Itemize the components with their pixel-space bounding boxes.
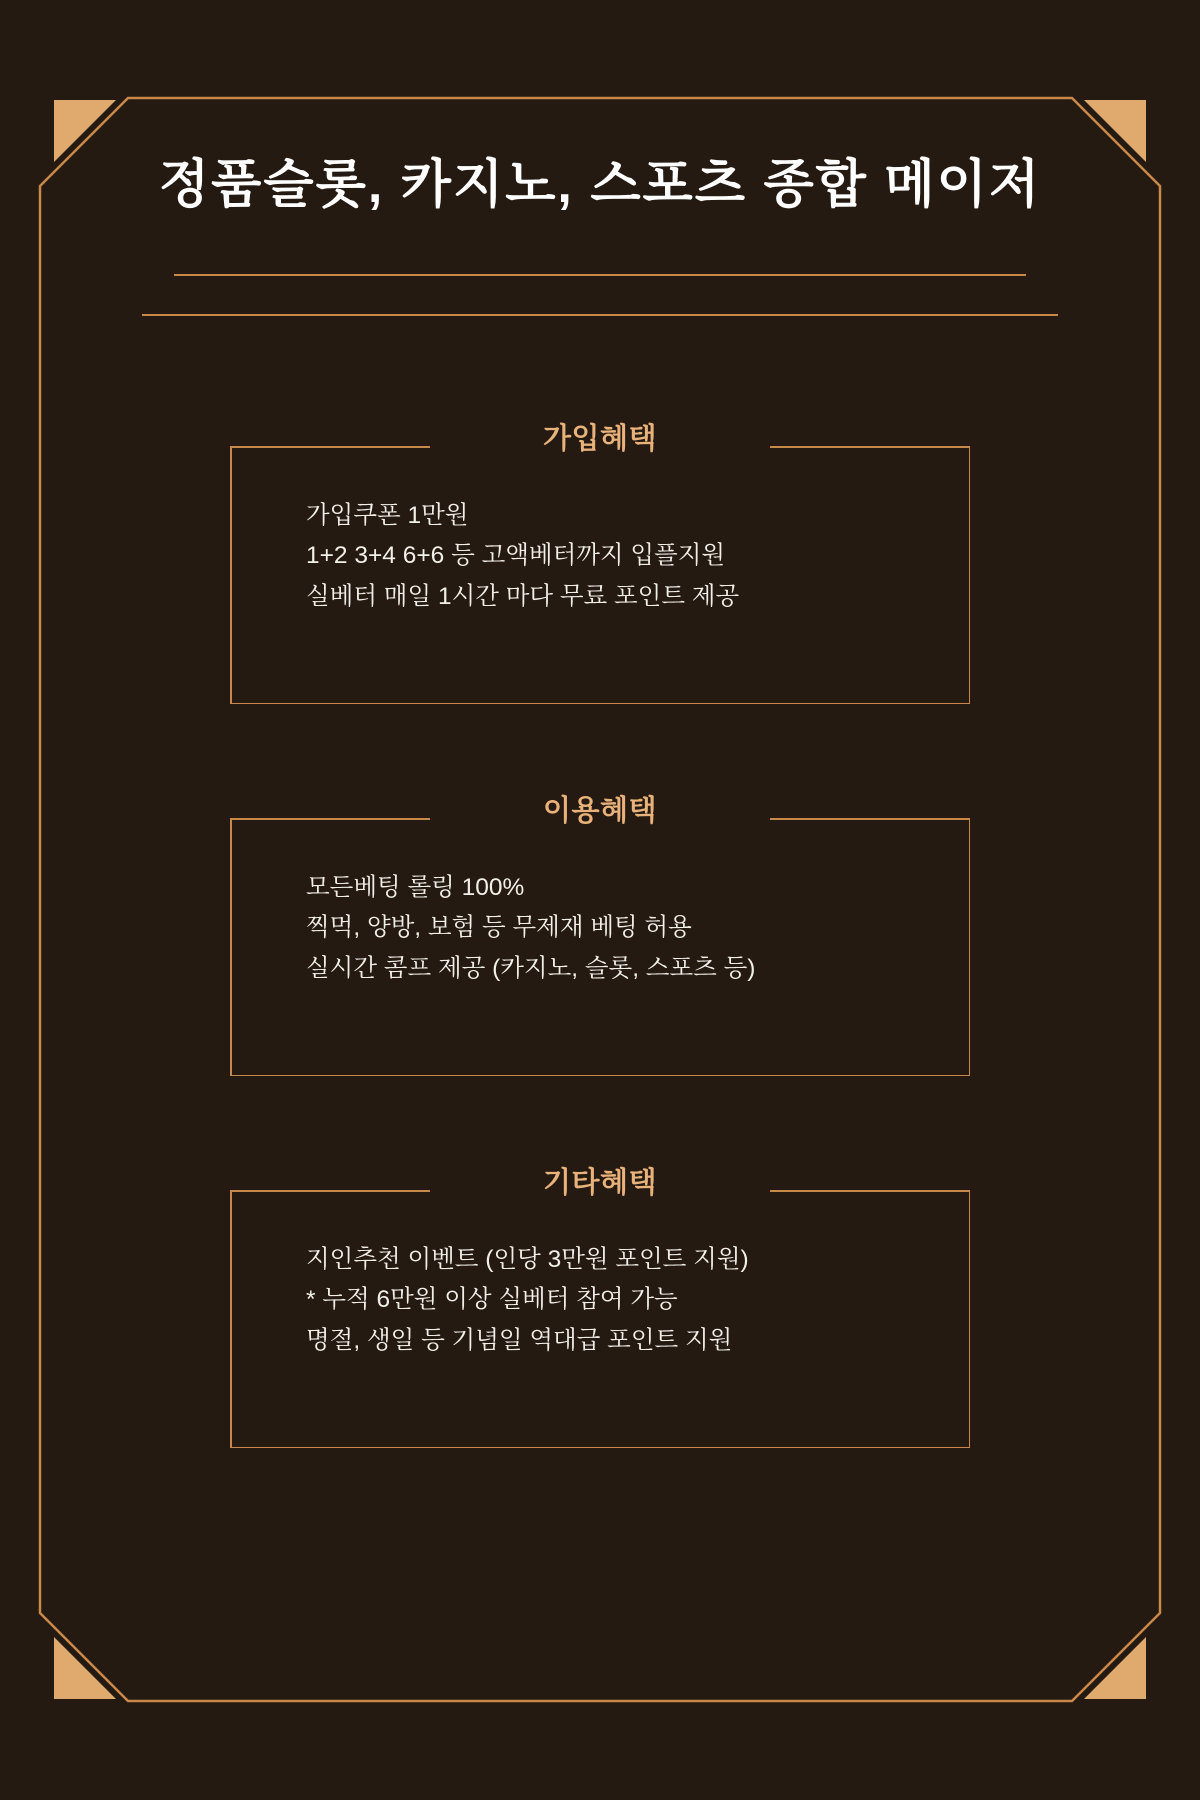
benefit-sections [24, 423, 1176, 1448]
benefit-line: 지인추천 이벤트 (인당 3만원 포인트 지원) [306, 1246, 749, 1273]
section-heading: 기타혜택 [542, 1167, 658, 1199]
border-left [230, 446, 232, 704]
benefit-section-signup [230, 423, 970, 704]
border-bottom [230, 703, 970, 705]
benefit-line: 실시간 콤프 제공 (카지노, 슬롯, 스포츠 등) [306, 954, 756, 982]
benefit-line: 실베터 매일 1시간 마다 무료 포인트 제공 [306, 582, 740, 610]
border-bottom [230, 1447, 970, 1449]
benefit-line: * 누적 6만원 이상 실베터 참여 가능 [306, 1286, 678, 1314]
title-divider [24, 274, 1176, 324]
border-left [230, 818, 232, 1076]
divider-line-lower [142, 314, 1058, 316]
benefit-line: 명절, 생일 등 기념일 역대급 포인트 지원 [306, 1326, 733, 1354]
decorative-frame [24, 82, 1176, 1717]
benefit-line: 1+2 3+4 6+6 등 고액베터까지 입플지원 [306, 542, 726, 570]
section-body [306, 496, 940, 617]
corner-ornament-bottom-right [1084, 1637, 1146, 1699]
page-title: 정품슬롯, 카지노, 스포츠 종합 메이저 [158, 156, 1042, 214]
border-right [969, 818, 971, 1076]
border-right [969, 1190, 971, 1448]
section-body [306, 868, 940, 989]
border-left [230, 1190, 232, 1448]
section-heading: 이용혜택 [542, 795, 658, 827]
section-body [306, 1240, 940, 1361]
section-heading: 가입혜택 [542, 423, 658, 455]
benefit-line: 가입쿠폰 1만원 [306, 502, 469, 529]
border-bottom [230, 1075, 970, 1077]
benefit-line: 모든베팅 롤링 100% [306, 874, 525, 901]
benefit-section-usage [230, 795, 970, 1076]
benefit-section-etc [230, 1167, 970, 1448]
corner-ornament-bottom-left [54, 1637, 116, 1699]
border-right [969, 446, 971, 704]
divider-line-upper [174, 274, 1026, 276]
benefit-line: 찍먹, 양방, 보험 등 무제재 베팅 허용 [306, 914, 692, 942]
